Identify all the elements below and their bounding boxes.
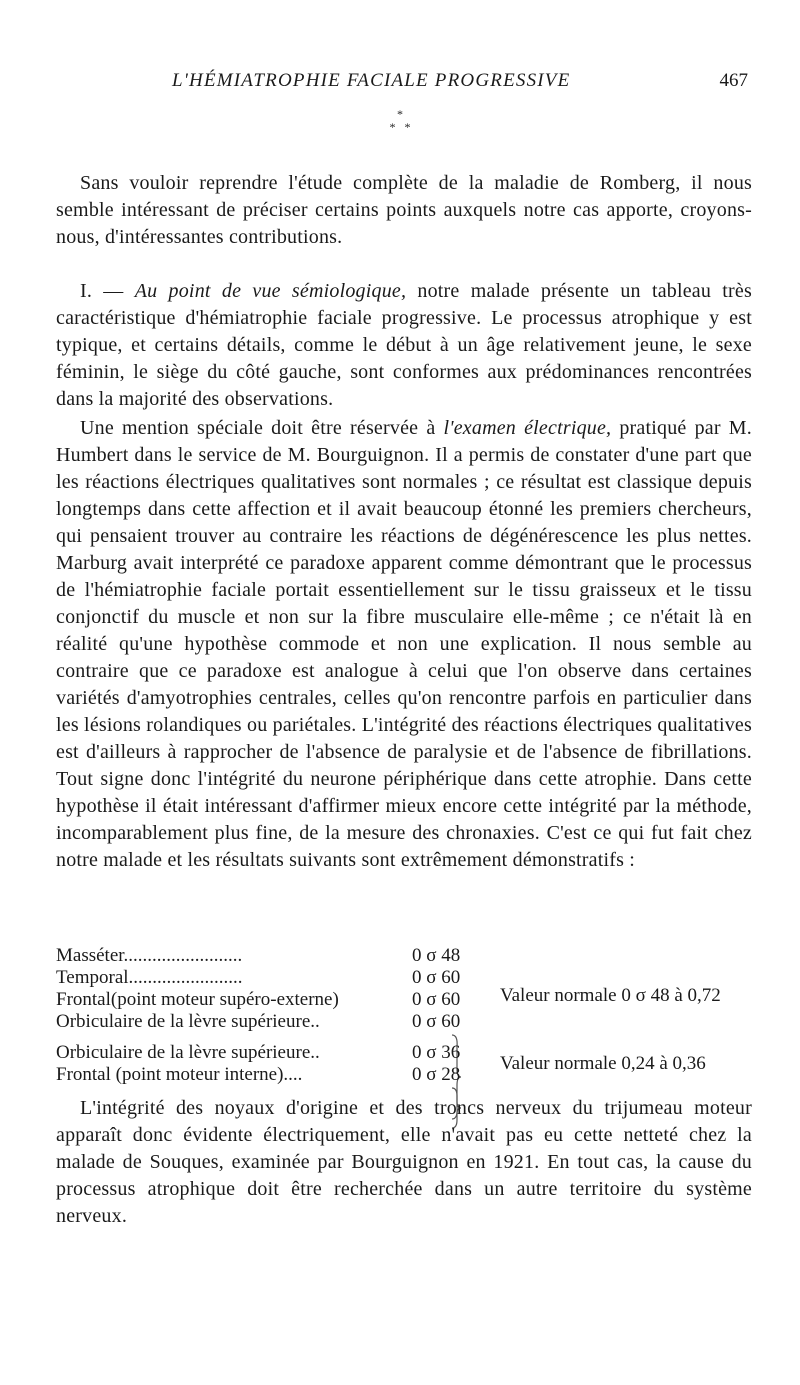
asterism-bottom: * * bbox=[389, 120, 411, 134]
chronaxie-value: 0 σ 36 bbox=[412, 1042, 461, 1063]
muscle-name: Orbiculaire de la lèvre supérieure.. bbox=[56, 1042, 320, 1063]
muscle-name: Temporal........................ bbox=[56, 967, 243, 988]
p3-italic: l'examen électrique, bbox=[443, 417, 612, 439]
muscle-name: Masséter......................... bbox=[56, 945, 243, 966]
p2-lead: I. — bbox=[80, 280, 135, 302]
p2-italic: Au point de vue sémiologique, bbox=[134, 280, 407, 302]
asterism-top: * bbox=[397, 107, 403, 121]
normal-value-note: Valeur normale 0,24 à 0,36 bbox=[500, 1053, 706, 1074]
paragraph-semiologie bbox=[56, 278, 752, 413]
table-row bbox=[56, 945, 776, 967]
paragraph-intro: Sans vouloir reprendre l'étude complète de la maladie de Romberg, il nous semble intéressant de préciser certains points auxquels notre cas apporte, croyons-nous, d'intéressantes contributions. bbox=[56, 172, 752, 248]
muscle-name: Frontal(point moteur supéro-externe) bbox=[56, 989, 339, 1010]
page-number: 467 bbox=[719, 70, 748, 91]
normal-value-note: Valeur normale 0 σ 48 à 0,72 bbox=[500, 985, 721, 1006]
paragraph-conclusion: L'intégrité des noyaux d'origine et des troncs nerveux du trijumeau moteur apparaît donc évidente électriquement, elle n'avait pas eu cette netteté chez la malade de Souques, examinée par Bourguignon en 1921. En tout cas, la cause du processus atrophique doit être recherchée dans un autre territoire du système nerveux. bbox=[56, 1097, 752, 1227]
chronaxie-value: 0 σ 48 bbox=[412, 945, 461, 966]
section-asterism bbox=[0, 108, 800, 134]
muscle-name: Frontal (point moteur interne).... bbox=[56, 1064, 303, 1085]
chronaxie-table-2 bbox=[56, 1042, 776, 1086]
chronaxie-table-1 bbox=[56, 945, 776, 1033]
p2-rest: notre malade présente un tableau très caractéristique d'hémiatrophie faciale progressive. Le processus atrophique y est typique, et certains détails, comme le début à un âge relativement jeune, le sexe féminin, le siège du côté gauche, sont conformes aux prédominances rencontrées dans la majorité des observations. bbox=[56, 280, 752, 410]
chronaxie-value: 0 σ 60 bbox=[412, 1011, 461, 1032]
chronaxie-value: 0 σ 60 bbox=[412, 989, 461, 1010]
paragraph-examen-electrique bbox=[56, 415, 752, 874]
p3-rest: pratiqué par M. Humbert dans le service de M. Bourguignon. Il a permis de constater d'une part que les réactions électriques qualitatives sont normales ; ce résultat est classique depuis longtemps dans cette affection et il avait beaucoup étonné les premiers chercheurs, qui pensaient trouver au contraire les réactions de dégénérescence les plus nettes. Marburg avait interprété ce paradoxe apparent comme démontrant que le processus de l'hémiatrophie faciale portait essentiellement sur le tissu graisseux et le tissu conjonctif du muscle et non sur la fibre musculaire elle-même ; ce n'était là en réalité qu'une hypothèse commode et non une explication. Il nous semble au contraire que ce paradoxe est analogue à celui que l'on observe dans certaines variétés d'amyotrophies centrales, celles qu'on rencontre parfois en particulier dans les lésions rolandiques ou pariétales. L'intégrité des réactions électriques qualitatives est d'ailleurs à rapprocher de l'absence de paralysie et de l'absence de fibrillations. Tout signe donc l'intégrité du neurone périphérique dans cette atrophie. Dans cette hypothèse il était intéressant d'affirmer mieux encore cette intégrité par la méthode, incomparablement plus fine, de la mesure des chronaxies. C'est ce qui fut fait chez notre malade et les résultats suivants sont extrêmement démonstratifs : bbox=[56, 417, 752, 871]
p3-lead: Une mention spéciale doit être réservée à bbox=[80, 417, 444, 439]
chronaxie-value: 0 σ 60 bbox=[412, 967, 461, 988]
table-row bbox=[56, 1011, 776, 1033]
running-title: L'HÉMIATROPHIE FACIALE PROGRESSIVE bbox=[172, 70, 571, 91]
chronaxie-value: 0 σ 28 bbox=[412, 1064, 461, 1085]
muscle-name: Orbiculaire de la lèvre supérieure.. bbox=[56, 1011, 320, 1032]
page-header bbox=[0, 70, 800, 100]
